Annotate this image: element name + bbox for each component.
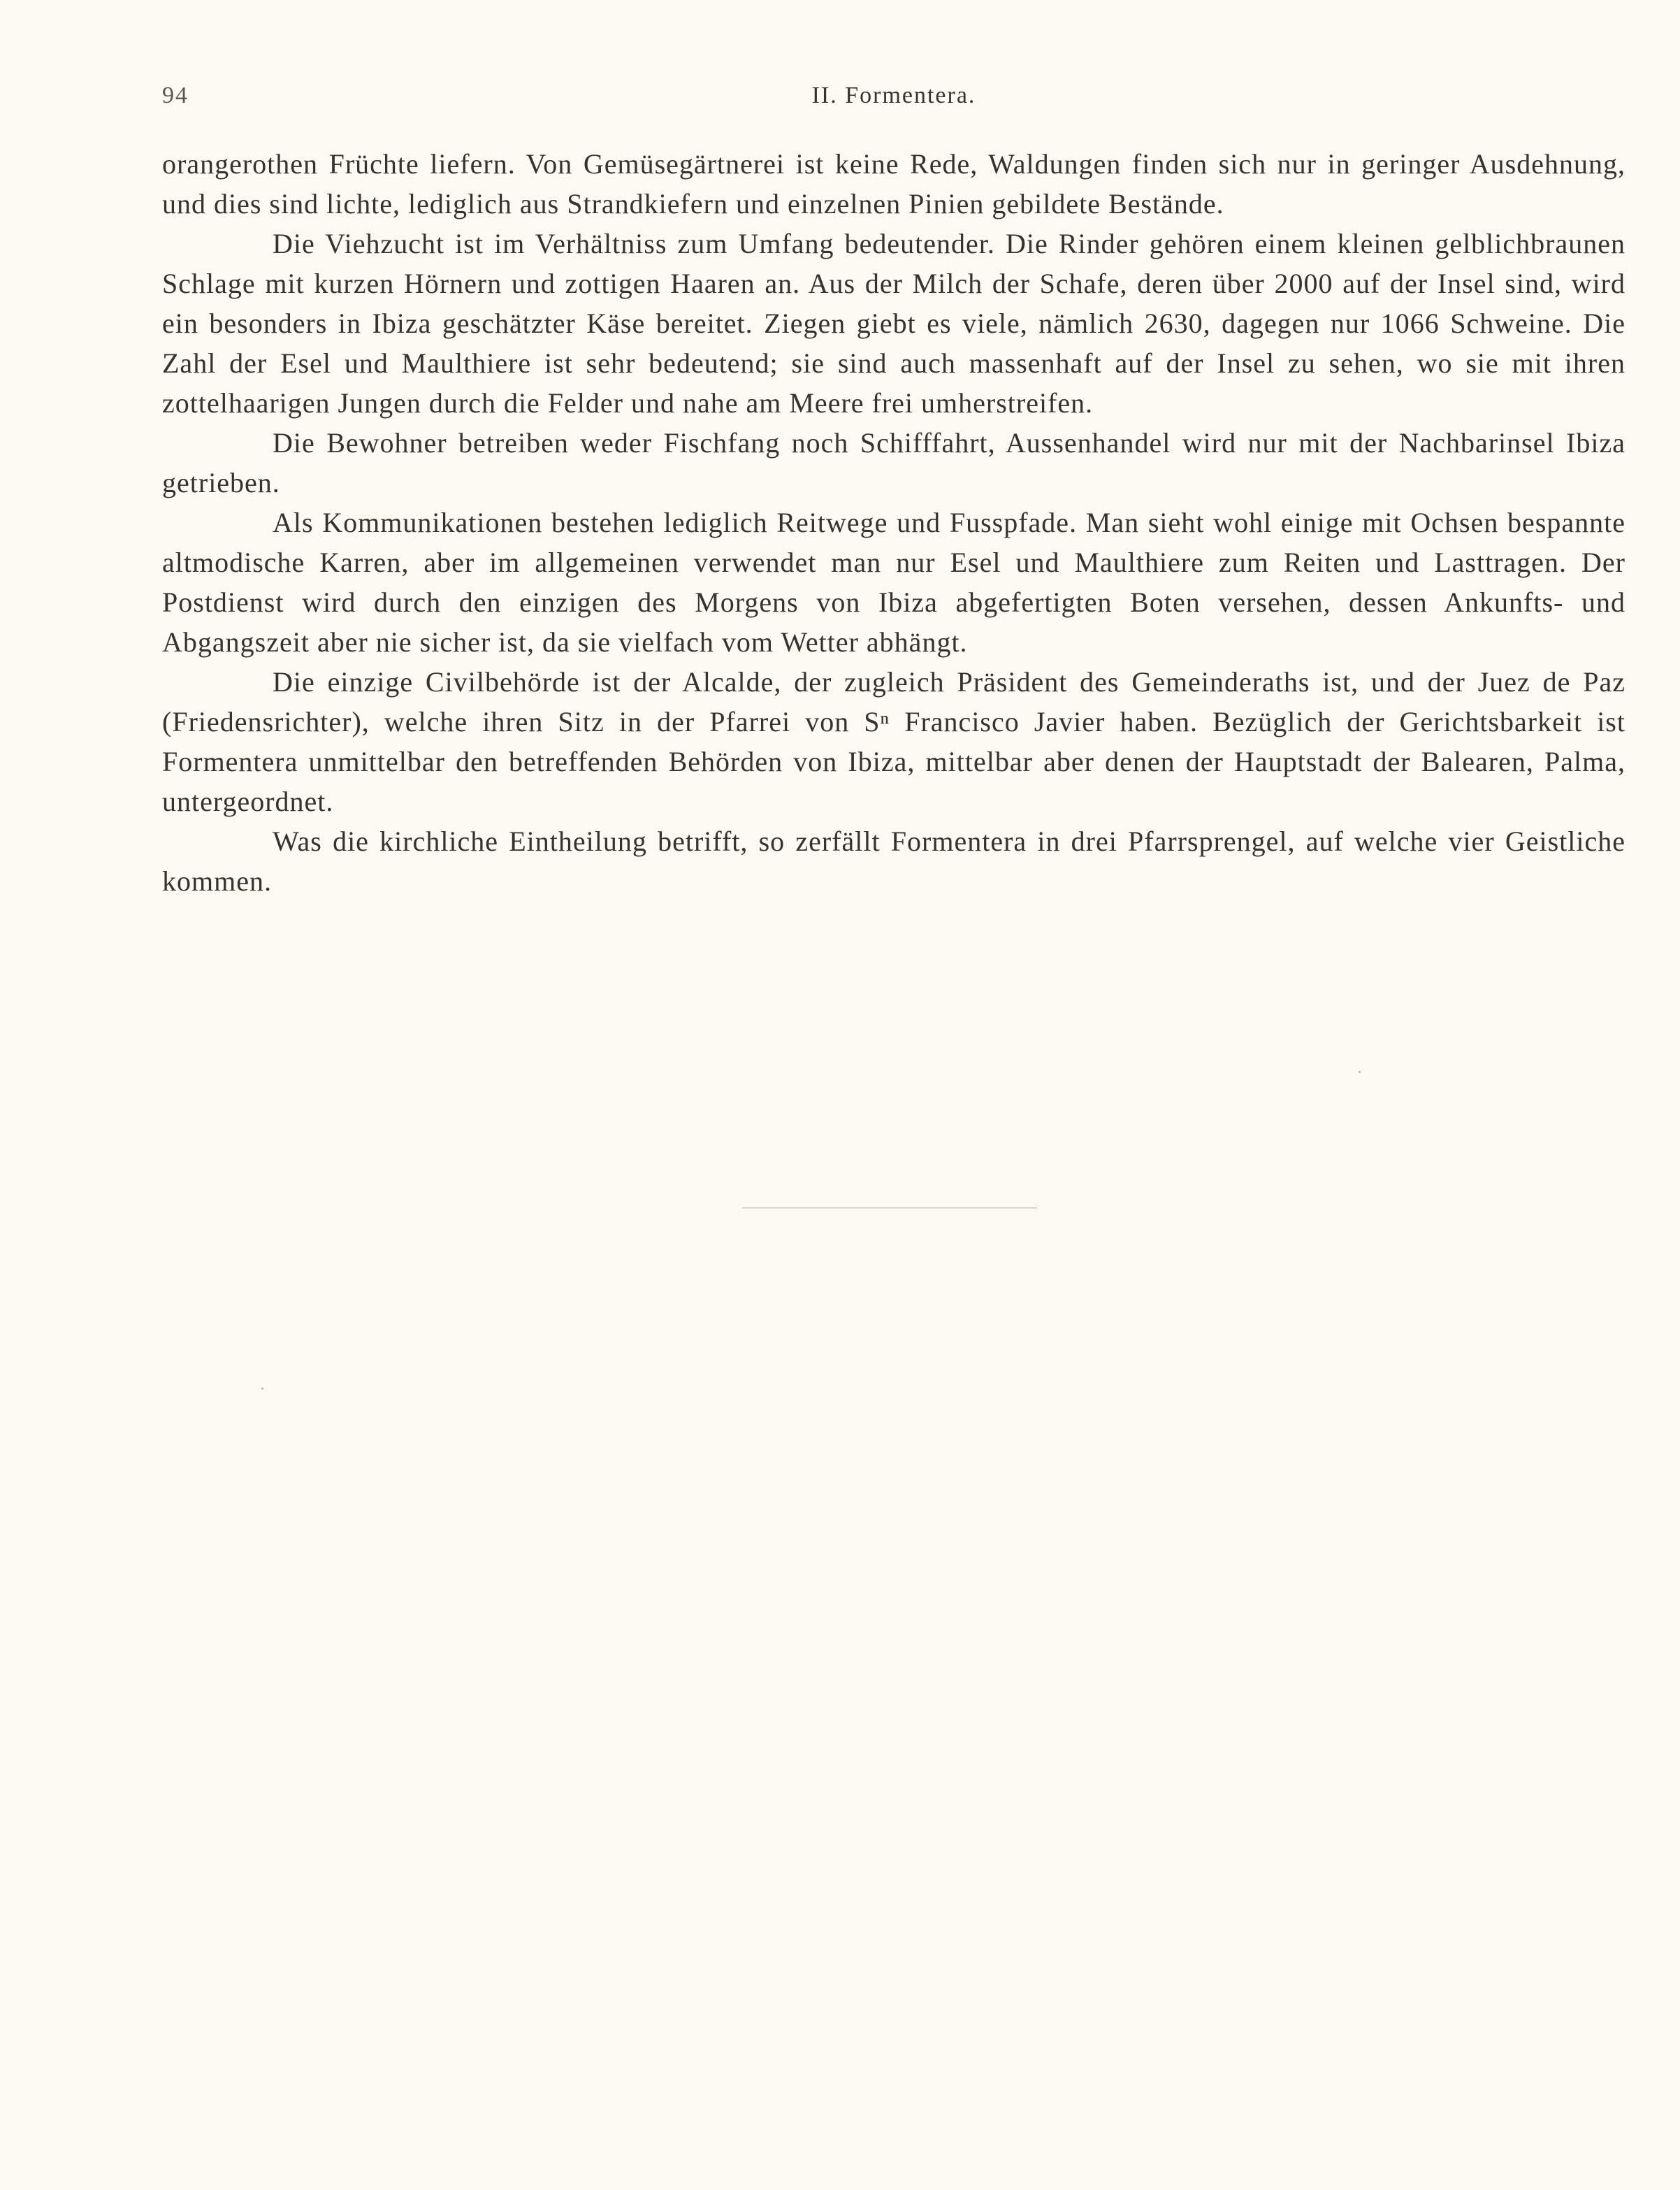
- paper-speck: [261, 1388, 263, 1390]
- paragraph-vegetation: orangerothen Früchte liefern. Von Gemüsegärtnerei ist keine Rede, Waldungen finden sich nur in geringer Ausdehnung, und dies sind lichte, lediglich aus Strandkiefern und einzelnen Pinien gebildete Bestände.: [162, 148, 1625, 219]
- page-header: [162, 82, 1625, 117]
- page-number: 94: [162, 82, 189, 108]
- paragraph-church: Was die kirchliche Eintheilung betrifft, so zerfällt Formentera in drei Pfarrsprengel, auf welche vier Geistliche kommen.: [162, 826, 1625, 897]
- body-text: [162, 144, 1625, 901]
- running-title: II. Formentera.: [811, 82, 976, 108]
- paper-speck: [1359, 1071, 1361, 1073]
- paragraph-administration: Die einzige Civilbehörde ist der Alcalde, der zugleich Präsident des Gemeinderaths ist, und der Juez de Paz (Friedensrichter), welche ihren Sitz in der Pfarrei von Sⁿ Francisco Javier haben. Bezüglich der Gerichtsbarkeit ist Formentera unmittelbar den betreffenden Behörden von Ibiza, mittelbar aber denen der Hauptstadt der Balearen, Palma, untergeordnet.: [162, 666, 1625, 817]
- paragraph-trade: Die Bewohner betreiben weder Fischfang noch Schifffahrt, Aussenhandel wird nur mit der Nachbarinsel Ibiza getrieben.: [162, 427, 1625, 498]
- paragraph-livestock: Die Viehzucht ist im Verhältniss zum Umfang bedeutender. Die Rinder gehören einem kleinen gelblichbraunen Schlage mit kurzen Hörnern und zottigen Haaren an. Aus der Milch der Schafe, deren über 2000 auf der Insel sind, wird ein besonders in Ibiza geschätzter Käse bereitet. Ziegen giebt es viele, nämlich 2630, dagegen nur 1066 Schweine. Die Zahl der Esel und Maulthiere ist sehr bedeutend; sie sind auch massenhaft auf der Insel zu sehen, wo sie mit ihren zottelhaarigen Jungen durch die Felder und nahe am Meere frei umherstreifen.: [162, 228, 1625, 419]
- section-divider: [742, 1207, 1037, 1209]
- paragraph-communications: Als Kommunikationen bestehen lediglich Reitwege und Fusspfade. Man sieht wohl einige mit Ochsen bespannte altmodische Karren, aber im allgemeinen verwendet man nur Esel und Maulthiere zum Reiten und Lasttragen. Der Postdienst wird durch den einzigen des Morgens von Ibiza abgefertigten Boten versehen, dessen Ankunfts- und Abgangszeit aber nie sicher ist, da sie vielfach vom Wetter abhängt.: [162, 507, 1625, 658]
